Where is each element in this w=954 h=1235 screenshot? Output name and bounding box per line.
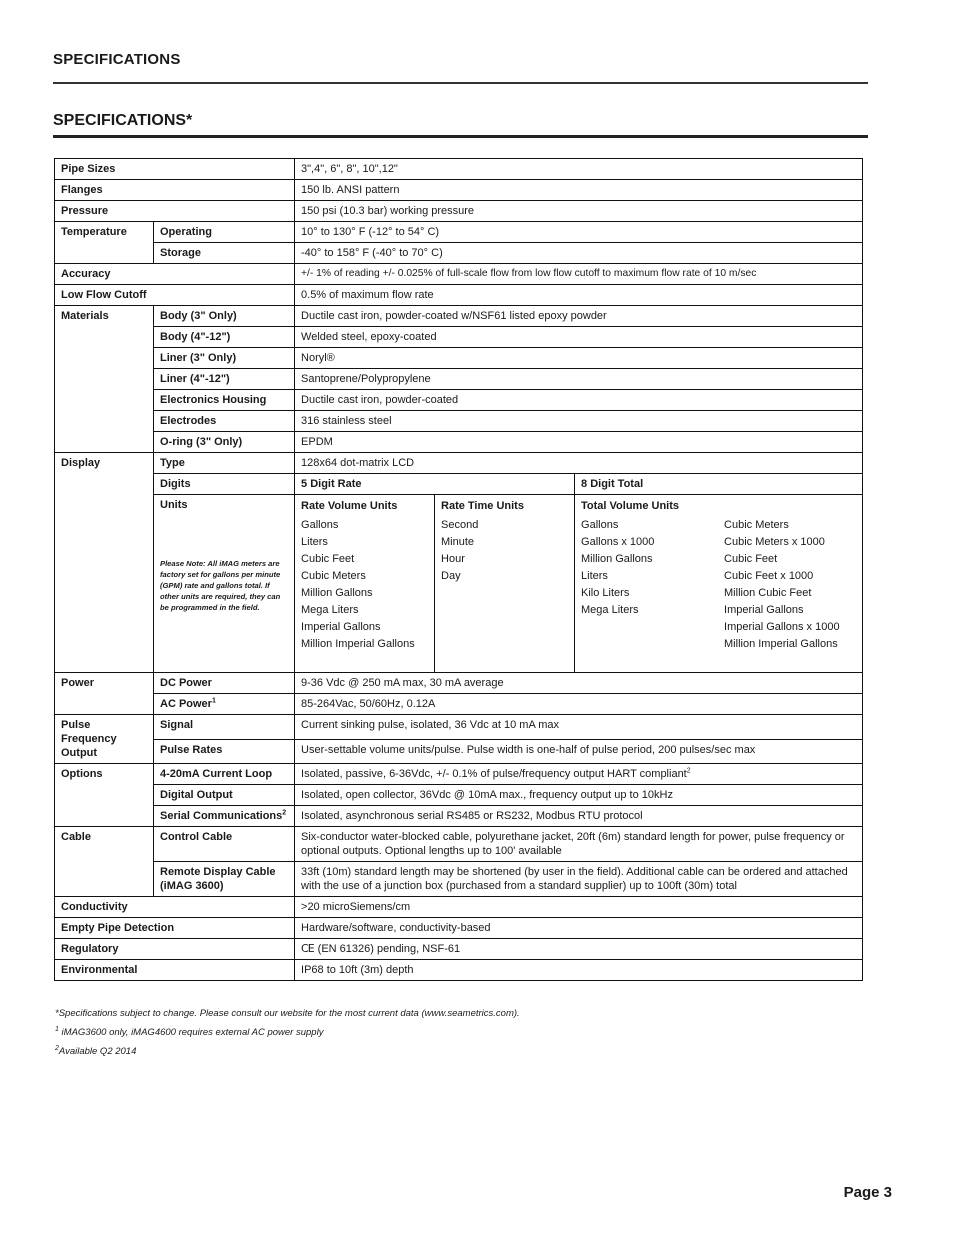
sub-label-cell: [154, 806, 295, 827]
sub-label: 4-20mA Current Loop: [154, 764, 295, 785]
table-row: [55, 180, 863, 201]
footnote-marker: 1: [211, 697, 216, 705]
list-item: Million Cubic Feet: [724, 587, 812, 599]
sub-label: Body (3" Only): [154, 306, 295, 327]
total-units-col-a: [581, 517, 724, 653]
list-item: Cubic Feet: [724, 553, 778, 565]
sub-label: Pulse Rates: [154, 739, 295, 764]
header-rule: [53, 82, 868, 84]
table-row: [55, 453, 863, 474]
row-value: Six-conductor water-blocked cable, polyurethane jacket, 20ft (6m) standard length for power, pulse frequency or optional outputs. Optional lengths up to 100' available: [295, 827, 863, 862]
table-row: [55, 827, 863, 862]
row-value: IP68 to 10ft (3m) depth: [295, 960, 863, 981]
table-row: [55, 411, 863, 432]
list-item: Million Gallons: [301, 587, 373, 599]
sub-label-cell: [154, 694, 295, 715]
specifications-table: [54, 158, 863, 981]
sub-label: Liner (3" Only): [154, 348, 295, 369]
row-value: (EN 61326) pending, NSF-61: [317, 943, 461, 955]
row-value-cell: [295, 764, 863, 785]
row-label: Flanges: [55, 180, 295, 201]
table-row: [55, 474, 863, 495]
list-item: Gallons: [301, 519, 339, 531]
row-value: Hardware/software, conductivity-based: [295, 918, 863, 939]
table-row: [55, 348, 863, 369]
total-units-lists: [575, 517, 862, 653]
row-value-cell: [295, 939, 863, 960]
row-value: Welded steel, epoxy-coated: [295, 327, 863, 348]
row-value: Noryl®: [295, 348, 863, 369]
table-row: [55, 739, 863, 764]
list-item: Million Imperial Gallons: [724, 638, 838, 650]
row-label: Empty Pipe Detection: [55, 918, 295, 939]
table-row: [55, 764, 863, 785]
table-row: [55, 918, 863, 939]
footnote-text: iMAG3600 only, iMAG4600 requires external AC power supply: [58, 1027, 324, 1038]
sub-label: Units: [160, 499, 188, 511]
row-value: Isolated, passive, 6-36Vdc, +/- 0.1% of pulse/frequency output HART compliant: [301, 768, 687, 780]
table-row: [55, 495, 863, 673]
row-label: Temperature: [55, 222, 154, 264]
digit-rate: 5 Digit Rate: [295, 474, 575, 495]
row-label: Regulatory: [55, 939, 295, 960]
row-value: Current sinking pulse, isolated, 36 Vdc at 10 mA max: [295, 715, 863, 740]
page-number: Page 3: [843, 1184, 892, 1201]
sub-label: Body (4"-12"): [154, 327, 295, 348]
sub-label: Digits: [154, 474, 295, 495]
row-value: 3",4", 6", 8", 10",12": [295, 159, 863, 180]
sub-label: O-ring (3" Only): [154, 432, 295, 453]
total-units-col-b: [724, 517, 840, 653]
row-value: Isolated, open collector, 36Vdc @ 10mA max., frequency output up to 10kHz: [295, 785, 863, 806]
sub-label: Storage: [154, 243, 295, 264]
row-label: Low Flow Cutoff: [55, 285, 295, 306]
row-value: EPDM: [295, 432, 863, 453]
table-row: [55, 306, 863, 327]
row-value: Ductile cast iron, powder-coated w/NSF61 listed epoxy powder: [295, 306, 863, 327]
list-item: Liters: [581, 570, 608, 582]
list-item: Second: [441, 519, 479, 531]
table-row: [55, 327, 863, 348]
table-row: [55, 369, 863, 390]
row-label: Power: [55, 673, 154, 715]
list-item: Imperial Gallons: [724, 604, 804, 616]
row-value: 316 stainless steel: [295, 411, 863, 432]
list-item: Hour: [441, 553, 465, 565]
table-row: [55, 960, 863, 981]
sub-label: Operating: [154, 222, 295, 243]
table-row: [55, 939, 863, 960]
list-item: Cubic Meters: [301, 570, 366, 582]
rate-volume-units: [295, 495, 435, 673]
sub-label: Electrodes: [154, 411, 295, 432]
row-value: 33ft (10m) standard length may be shortened (by user in the field). Additional cable can be ordered and attached with the use of a junction box (purchased from a standard supplier) up to 100ft (30m) total: [295, 862, 863, 897]
list-item: Kilo Liters: [581, 587, 630, 599]
title-rule: [53, 135, 868, 138]
factory-note: Please Note: All iMAG meters are factory set for gallons per minute (GPM) rate and gallons total. If other units are required, they can be programmed in the field.: [160, 559, 281, 612]
row-value: Ductile cast iron, powder-coated: [295, 390, 863, 411]
row-value: 85-264Vac, 50/60Hz, 0.12A: [295, 694, 863, 715]
table-row: [55, 264, 863, 285]
row-label: Accuracy: [55, 264, 295, 285]
row-value: 128x64 dot-matrix LCD: [295, 453, 863, 474]
footnote-text: Available Q2 2014: [58, 1046, 137, 1057]
sub-label: Remote Display Cable (iMAG 3600): [154, 862, 295, 897]
row-label: Options: [55, 764, 154, 827]
table-row: [55, 806, 863, 827]
row-label: Pressure: [55, 201, 295, 222]
table-row: [55, 159, 863, 180]
units-cell: [154, 495, 295, 673]
footnote-marker: 1: [55, 1025, 59, 1033]
row-value: Santoprene/Polypropylene: [295, 369, 863, 390]
sub-label: Signal: [154, 715, 295, 740]
table-row: [55, 673, 863, 694]
list-item: Million Gallons: [581, 553, 653, 565]
list-item: Day: [441, 570, 461, 582]
sub-label: Type: [154, 453, 295, 474]
list-item: Cubic Feet: [301, 553, 355, 565]
sub-label: AC Power: [160, 698, 212, 710]
row-value: >20 microSiemens/cm: [295, 897, 863, 918]
sub-label: Liner (4"-12"): [154, 369, 295, 390]
footnote-2: [55, 1046, 136, 1057]
sub-label: Serial Communications: [160, 810, 283, 822]
row-label: Cable: [55, 827, 154, 897]
rate-volume-header: Rate Volume Units: [301, 500, 398, 512]
footnote-marker: 2: [686, 767, 691, 775]
table-row: [55, 390, 863, 411]
list-item: Liters: [301, 536, 328, 548]
row-value: 0.5% of maximum flow rate: [295, 285, 863, 306]
table-row: [55, 222, 863, 243]
footnote-main: *Specifications subject to change. Please consult our website for the most current data (www.seametrics.com).: [55, 1008, 520, 1019]
table-row: [55, 285, 863, 306]
row-value: User-settable volume units/pulse. Pulse width is one-half of pulse period, 200 pulses/sec max: [295, 739, 863, 764]
row-value: 9-36 Vdc @ 250 mA max, 30 mA average: [295, 673, 863, 694]
sub-label: Digital Output: [154, 785, 295, 806]
sub-label: Electronics Housing: [154, 390, 295, 411]
total-volume-header: Total Volume Units: [581, 500, 680, 512]
digit-total: 8 Digit Total: [575, 474, 863, 495]
table-row: [55, 243, 863, 264]
sub-label: DC Power: [154, 673, 295, 694]
row-label: Display: [55, 453, 154, 673]
row-label: Environmental: [55, 960, 295, 981]
row-value: 10° to 130° F (-12° to 54° C): [295, 222, 863, 243]
row-value: 150 lb. ANSI pattern: [295, 180, 863, 201]
table-row: [55, 785, 863, 806]
table-row: [55, 862, 863, 897]
row-label: Conductivity: [55, 897, 295, 918]
footnote-marker: 2: [282, 809, 287, 817]
list-item: Imperial Gallons x 1000: [724, 621, 840, 633]
table-row: [55, 694, 863, 715]
list-item: Mega Liters: [581, 604, 639, 616]
table-row: [55, 432, 863, 453]
list-item: Imperial Gallons: [301, 621, 381, 633]
list-item: Cubic Feet x 1000: [724, 570, 814, 582]
list-item: Cubic Meters: [724, 519, 789, 531]
total-volume-units: [575, 495, 863, 673]
list-item: Cubic Meters x 1000: [724, 536, 825, 548]
list-item: Minute: [441, 536, 475, 548]
row-value: 150 psi (10.3 bar) working pressure: [295, 201, 863, 222]
section-header: SPECIFICATIONS: [53, 51, 181, 68]
row-value: -40° to 158° F (-40° to 70° C): [295, 243, 863, 264]
row-label: Pulse Frequency Output: [55, 715, 154, 764]
page-title: SPECIFICATIONS*: [53, 112, 193, 129]
table-row: [55, 897, 863, 918]
list-item: Gallons: [581, 519, 619, 531]
footnote-marker: 2: [55, 1044, 59, 1052]
table-row: [55, 715, 863, 740]
row-label: Materials: [55, 306, 154, 453]
rate-time-units: [435, 495, 575, 673]
row-value: +/- 1% of reading +/- 0.025% of full-scale flow from low flow cutoff to maximum flow rate of 10 m/sec: [295, 264, 863, 285]
rate-time-header: Rate Time Units: [441, 500, 524, 512]
footnote-1: [55, 1027, 323, 1038]
list-item: Million Imperial Gallons: [301, 638, 415, 650]
row-label: Pipe Sizes: [55, 159, 295, 180]
row-value: Isolated, asynchronous serial RS485 or RS232, Modbus RTU protocol: [295, 806, 863, 827]
ce-mark-icon: CE: [301, 942, 314, 955]
sub-label: Control Cable: [154, 827, 295, 862]
table-row: [55, 201, 863, 222]
list-item: Gallons x 1000: [581, 536, 655, 548]
list-item: Mega Liters: [301, 604, 359, 616]
